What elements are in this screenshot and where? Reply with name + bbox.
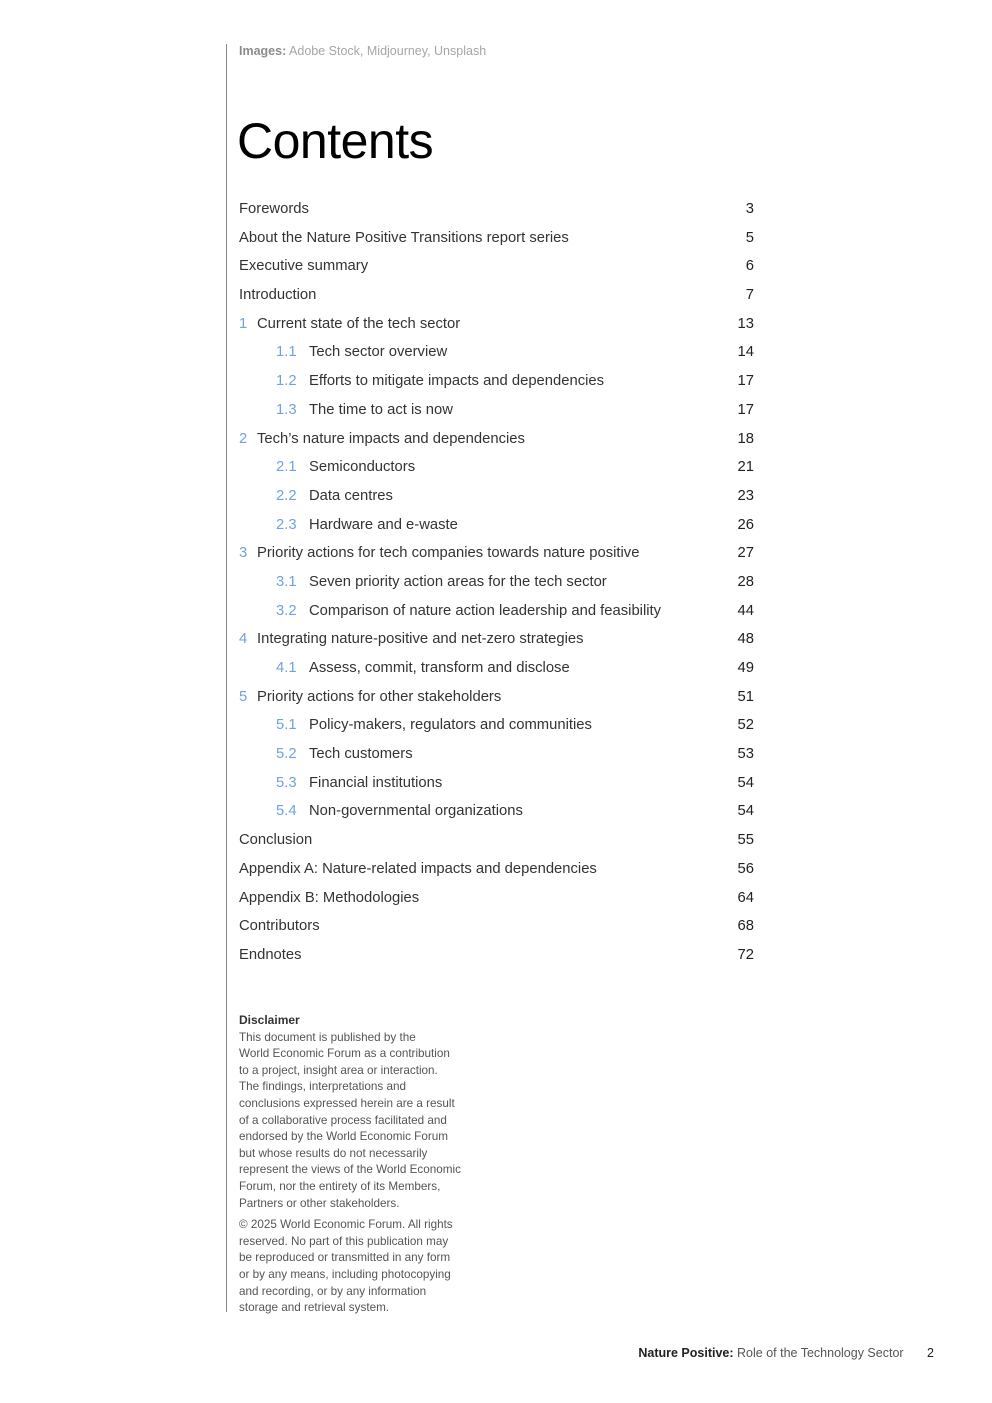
toc-entry[interactable] bbox=[239, 453, 755, 482]
toc-entry-page: 51 bbox=[737, 688, 754, 705]
toc-entry[interactable] bbox=[239, 511, 755, 540]
toc-entry[interactable] bbox=[239, 310, 755, 339]
toc-entry-number: 3 bbox=[239, 545, 248, 562]
image-credit-text: Adobe Stock, Midjourney, Unsplash bbox=[289, 44, 487, 58]
toc-entry-page: 17 bbox=[737, 373, 754, 390]
disclaimer-heading: Disclaimer bbox=[239, 1013, 300, 1027]
toc-entry-label: Tech’s nature impacts and dependencies bbox=[257, 430, 525, 447]
toc-entry-label: Executive summary bbox=[239, 258, 369, 275]
toc-entry-page: 55 bbox=[737, 832, 754, 849]
toc-entry-number: 4.1 bbox=[276, 660, 297, 676]
toc-entry-label: Data centres bbox=[309, 487, 393, 504]
toc-entry-page: 5 bbox=[745, 229, 754, 246]
toc-entry[interactable] bbox=[239, 367, 755, 396]
toc-entry[interactable] bbox=[239, 281, 755, 310]
toc-entry-label: Financial institutions bbox=[309, 774, 443, 791]
toc-entry-page: 56 bbox=[737, 860, 754, 877]
toc-entry-page: 48 bbox=[737, 631, 754, 648]
toc-entry-label: Priority actions for tech companies towards nature positive bbox=[257, 545, 640, 562]
toc-entry-number: 3.2 bbox=[276, 602, 297, 619]
toc-entry-page: 44 bbox=[737, 602, 754, 619]
toc-entry[interactable] bbox=[239, 338, 755, 367]
table-of-contents bbox=[239, 195, 755, 970]
page-number: 2 bbox=[927, 1346, 934, 1360]
toc-entry[interactable] bbox=[239, 654, 755, 683]
toc-entry-number: 1.2 bbox=[276, 373, 297, 390]
toc-entry-label: Current state of the tech sector bbox=[257, 315, 461, 332]
toc-entry[interactable] bbox=[239, 941, 755, 970]
toc-entry-label: Tech customers bbox=[309, 746, 413, 763]
toc-entry-number: 2 bbox=[239, 430, 248, 447]
toc-entry[interactable] bbox=[239, 597, 755, 626]
toc-entry-label: Non-governmental organizations bbox=[309, 803, 523, 820]
toc-entry[interactable] bbox=[239, 568, 755, 597]
disclaimer bbox=[239, 1012, 479, 1322]
toc-entry-number: 5.1 bbox=[276, 717, 297, 734]
copyright-paragraph: © 2025 World Economic Forum. All rights reserved. No part of this publication may be reproduced or transmitted in any form or by any means, including photocopying and recording, or by any information storage and retrieval system. bbox=[239, 1218, 453, 1315]
toc-entry-page: 28 bbox=[737, 573, 754, 590]
toc-entry-number: 1.1 bbox=[276, 344, 297, 361]
toc-entry-label: The time to act is now bbox=[309, 401, 453, 418]
toc-entry[interactable] bbox=[239, 740, 755, 769]
toc-entry-page: 3 bbox=[745, 201, 754, 217]
toc-entry-label: Seven priority action areas for the tech sector bbox=[309, 573, 607, 590]
toc-entry-page: 52 bbox=[737, 717, 754, 734]
toc-entry[interactable] bbox=[239, 884, 755, 913]
toc-entry-page: 53 bbox=[737, 746, 754, 763]
toc-entry-number: 2.2 bbox=[276, 487, 297, 504]
toc-entry-label: Priority actions for other stakeholders bbox=[257, 688, 502, 705]
toc-entry-label: Semiconductors bbox=[309, 459, 416, 476]
toc-entry-label: Appendix A: Nature-related impacts and dependencies bbox=[239, 860, 597, 877]
toc-entry-page: 6 bbox=[745, 258, 754, 275]
toc-entry[interactable] bbox=[239, 224, 755, 253]
toc-entry-page: 23 bbox=[737, 487, 754, 504]
toc-entry-number: 5.4 bbox=[276, 803, 297, 820]
toc-entry-label: Hardware and e-waste bbox=[309, 516, 458, 533]
toc-entry-label: Appendix B: Methodologies bbox=[239, 889, 420, 906]
toc-entry-page: 64 bbox=[737, 889, 754, 906]
toc-entry[interactable] bbox=[239, 396, 755, 425]
toc-entry-label: Efforts to mitigate impacts and dependencies bbox=[309, 373, 605, 390]
toc-entry-page: 21 bbox=[737, 459, 754, 476]
toc-entry[interactable] bbox=[239, 826, 755, 855]
toc-entry-number: 4 bbox=[239, 631, 248, 648]
toc-entry[interactable] bbox=[239, 482, 755, 511]
page-footer bbox=[638, 1346, 934, 1360]
toc-entry-number: 1.3 bbox=[276, 401, 297, 418]
toc-entry-label: Forewords bbox=[239, 201, 309, 217]
toc-entry[interactable] bbox=[239, 855, 755, 884]
footer-report-name: Nature Positive: bbox=[638, 1346, 734, 1360]
toc-entry-number: 1 bbox=[239, 315, 248, 332]
toc-entry-number: 5.2 bbox=[276, 746, 297, 763]
toc-entry[interactable] bbox=[239, 252, 755, 281]
toc-entry-label: Integrating nature-positive and net-zero strategies bbox=[257, 631, 584, 648]
toc-entry-label: Conclusion bbox=[239, 832, 313, 849]
toc-entry[interactable] bbox=[239, 425, 755, 454]
toc-entry-page: 54 bbox=[737, 803, 754, 820]
toc-entry-page: 54 bbox=[737, 774, 754, 791]
toc-entry-page: 13 bbox=[737, 315, 754, 332]
page-title: Contents bbox=[237, 113, 434, 169]
toc-entry[interactable] bbox=[239, 683, 755, 712]
toc-entry-page: 17 bbox=[737, 401, 754, 418]
toc-entry-number: 2.1 bbox=[276, 459, 297, 476]
toc-entry-page: 27 bbox=[737, 545, 754, 562]
toc-entry-label: About the Nature Positive Transitions report series bbox=[239, 229, 569, 246]
toc-entry[interactable] bbox=[239, 711, 755, 740]
toc-entry[interactable] bbox=[239, 195, 755, 224]
toc-entry-page: 26 bbox=[737, 516, 754, 533]
toc-entry-page: 49 bbox=[737, 660, 754, 676]
toc-entry-label: Policy-makers, regulators and communities bbox=[309, 717, 592, 734]
toc-entry-label: Assess, commit, transform and disclose bbox=[309, 660, 570, 676]
margin-rule bbox=[226, 44, 227, 1312]
image-credit-label: Images: bbox=[239, 44, 287, 58]
toc-entry[interactable] bbox=[239, 625, 755, 654]
toc-entry-number: 5.3 bbox=[276, 774, 297, 791]
toc-entry-page: 14 bbox=[737, 344, 754, 361]
toc-entry-page: 68 bbox=[737, 918, 754, 935]
toc-entry-page: 7 bbox=[745, 287, 754, 304]
toc-entry[interactable] bbox=[239, 797, 755, 826]
toc-entry-number: 3.1 bbox=[276, 573, 297, 590]
toc-entry[interactable] bbox=[239, 912, 755, 941]
toc-entry-page: 18 bbox=[737, 430, 754, 447]
toc-entry-page: 72 bbox=[737, 946, 754, 963]
toc-entry-label: Comparison of nature action leadership and feasibility bbox=[309, 602, 662, 619]
disclaimer-paragraph: This document is published by the World Economic Forum as a contribution to a project, insight area or interaction. The findings, interpretations and conclusions expressed herein are a result of a collaborative process facilitated and endorsed by the World Economic Forum but whose results do not necessarily represent the views of the World Economic Forum, nor the entirety of its Members, Partners or other stakeholders. bbox=[239, 1030, 461, 1210]
toc-entry-label: Tech sector overview bbox=[309, 344, 448, 361]
toc-entry-number: 5 bbox=[239, 688, 248, 705]
toc-entry-label: Contributors bbox=[239, 918, 320, 935]
toc-entry[interactable] bbox=[239, 769, 755, 798]
toc-entry[interactable] bbox=[239, 539, 755, 568]
image-credit bbox=[239, 44, 486, 58]
toc-entry-label: Introduction bbox=[239, 287, 317, 304]
toc-entry-label: Endnotes bbox=[239, 946, 302, 963]
footer-report-subtitle: Role of the Technology Sector bbox=[737, 1346, 904, 1360]
toc-entry-number: 2.3 bbox=[276, 516, 297, 533]
